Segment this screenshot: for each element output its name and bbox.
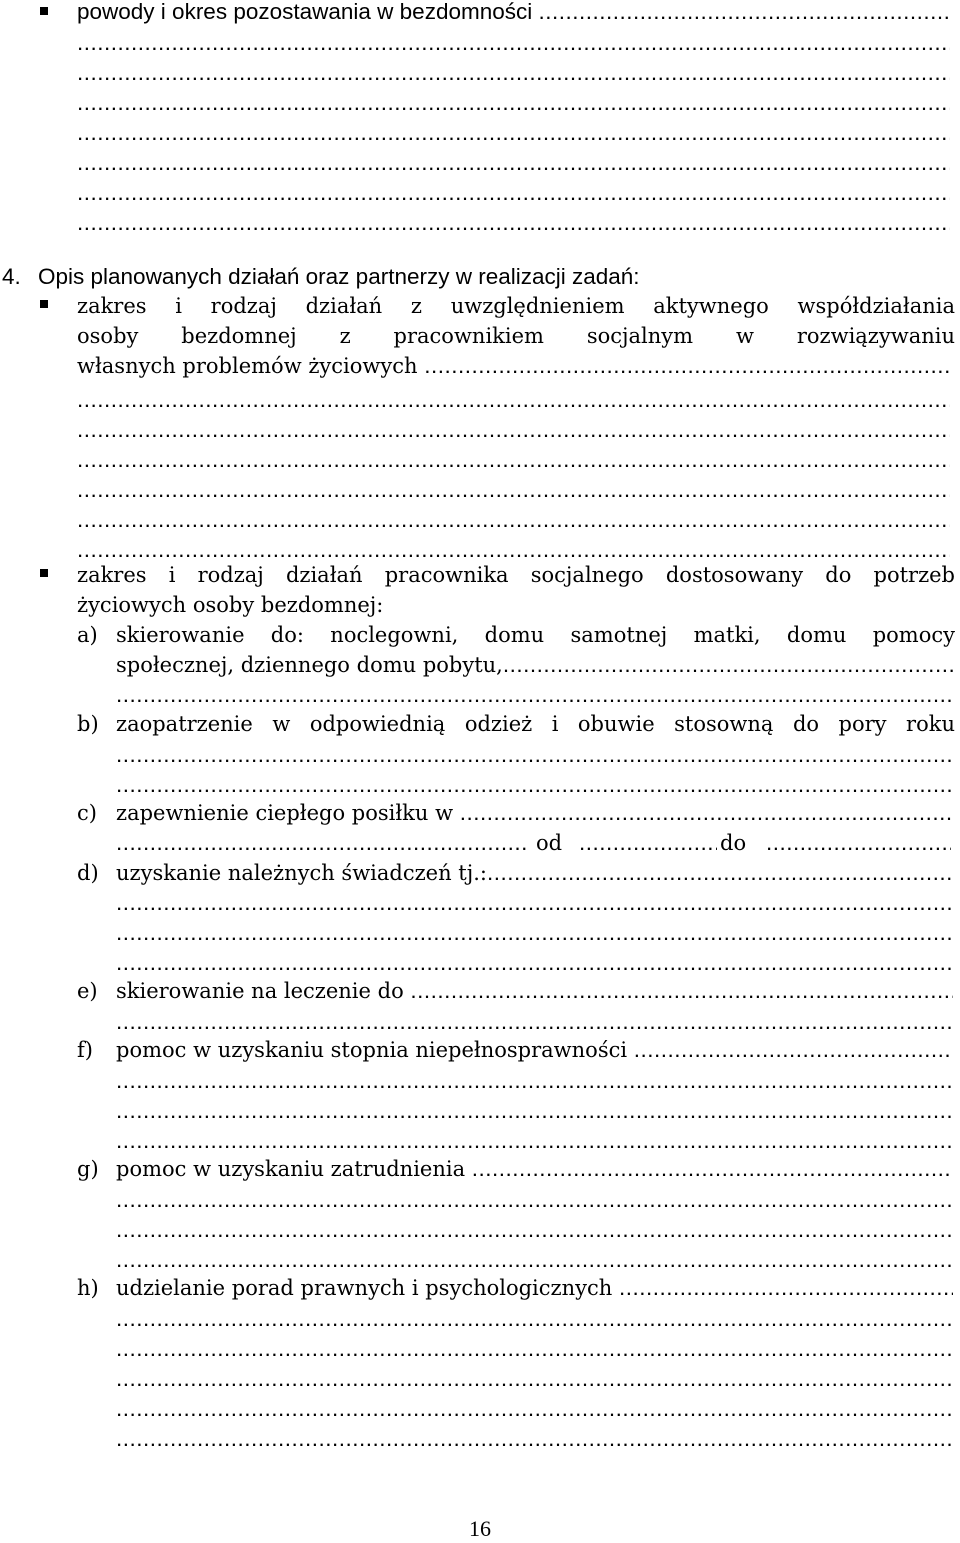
fill-line — [77, 28, 950, 58]
item-text: udzielanie porad prawnych i psychologicznych — [116, 1276, 613, 1300]
fill-line — [116, 1215, 953, 1245]
item-text-line — [116, 858, 953, 888]
date-range-line — [116, 828, 953, 858]
item-text: zaopatrzenie w odpowiednią odzież i obuwie stosowną do pory roku — [116, 712, 955, 736]
fill-line — [116, 680, 953, 710]
bullet2-line: zakres i rodzaj działań pracownika socjalnego dostosowany do potrzeb — [77, 563, 955, 587]
item-text: pomoc w uzyskaniu stopnia niepełnosprawności — [116, 1038, 628, 1062]
fill-dots — [116, 828, 528, 858]
fill-line — [116, 1096, 953, 1126]
item-label: h) — [77, 1276, 99, 1300]
item-text-line — [116, 976, 953, 1006]
bullet1-line: własnych problemów życiowych — [77, 354, 418, 378]
fill-line — [77, 58, 950, 88]
fill-dots — [579, 828, 717, 858]
bullet-marker — [40, 569, 48, 577]
fill-line — [77, 505, 950, 535]
od-label: od — [536, 831, 563, 855]
fill-line — [116, 918, 953, 948]
fill-dots — [460, 798, 953, 828]
item-text: zapewnienie ciepłego posiłku w — [116, 801, 454, 825]
fill-line — [116, 1245, 953, 1275]
item-text-line — [116, 1154, 953, 1184]
fill-line — [77, 475, 950, 505]
item-text: skierowanie na leczenie do — [116, 979, 404, 1003]
item-text-line — [116, 798, 953, 828]
fill-line — [116, 1185, 953, 1215]
fill-dots — [766, 828, 951, 858]
section-title: Opis planowanych działań oraz partnerzy w realizacji zadań: — [38, 264, 640, 289]
fill-line — [116, 948, 953, 978]
page-number: 16 — [469, 1516, 491, 1541]
item-label: c) — [77, 801, 97, 825]
fill-line — [77, 415, 950, 445]
item-text: społecznej, dziennego domu pobytu, — [116, 653, 503, 677]
item-label: b) — [77, 712, 99, 736]
item-label: e) — [77, 979, 98, 1003]
fill-line — [116, 1304, 953, 1334]
item-label: g) — [77, 1157, 99, 1181]
section-number: 4. — [2, 264, 21, 289]
fill-dots — [410, 976, 953, 1006]
fill-dots — [487, 858, 953, 888]
fill-line — [116, 1007, 953, 1037]
item-text: pomoc w uzyskaniu zatrudnienia — [116, 1157, 466, 1181]
item-label: a) — [77, 623, 98, 647]
bullet2-line: życiowych osoby bezdomnej: — [77, 593, 384, 617]
fill-line — [116, 1424, 953, 1454]
item-text: skierowanie do: noclegowni, domu samotnej matki, domu pomocy — [116, 623, 955, 647]
fill-line — [77, 118, 950, 148]
bullet1-last-line — [77, 351, 950, 381]
fill-dots — [472, 1154, 953, 1184]
reasons-line — [77, 0, 950, 27]
fill-line — [116, 1334, 953, 1364]
fill-line — [116, 1126, 953, 1156]
item-text-line — [116, 650, 953, 680]
fill-line — [77, 88, 950, 118]
item-text-line — [116, 1035, 953, 1065]
fill-line — [116, 1066, 953, 1096]
do-label: do — [720, 831, 747, 855]
reasons-label: powody i okres pozostawania w bezdomności — [77, 0, 533, 24]
fill-line — [116, 888, 953, 918]
bullet-marker — [40, 300, 48, 308]
item-text: uzyskanie należnych świadczeń tj.: — [116, 861, 488, 885]
fill-line — [116, 1394, 953, 1424]
fill-line — [77, 178, 950, 208]
bullet1-line: osoby bezdomnej z pracownikiem socjalnym w rozwiązywaniu — [77, 324, 955, 348]
fill-dots — [634, 1035, 953, 1065]
fill-dots — [503, 650, 953, 680]
fill-line — [77, 445, 950, 475]
fill-line — [77, 385, 950, 415]
item-text-line — [116, 1273, 953, 1303]
fill-dots — [619, 1273, 953, 1303]
item-label: d) — [77, 861, 99, 885]
fill-line — [116, 1364, 953, 1394]
fill-dots — [539, 0, 950, 27]
item-label: f) — [77, 1038, 93, 1062]
fill-line — [77, 208, 950, 238]
fill-line — [116, 770, 953, 800]
fill-line — [77, 148, 950, 178]
fill-dots — [424, 351, 950, 381]
bullet-marker — [40, 7, 48, 15]
bullet1-line: zakres i rodzaj działań z uwzględnieniem aktywnego współdziałania — [77, 294, 955, 318]
fill-line — [116, 740, 953, 770]
